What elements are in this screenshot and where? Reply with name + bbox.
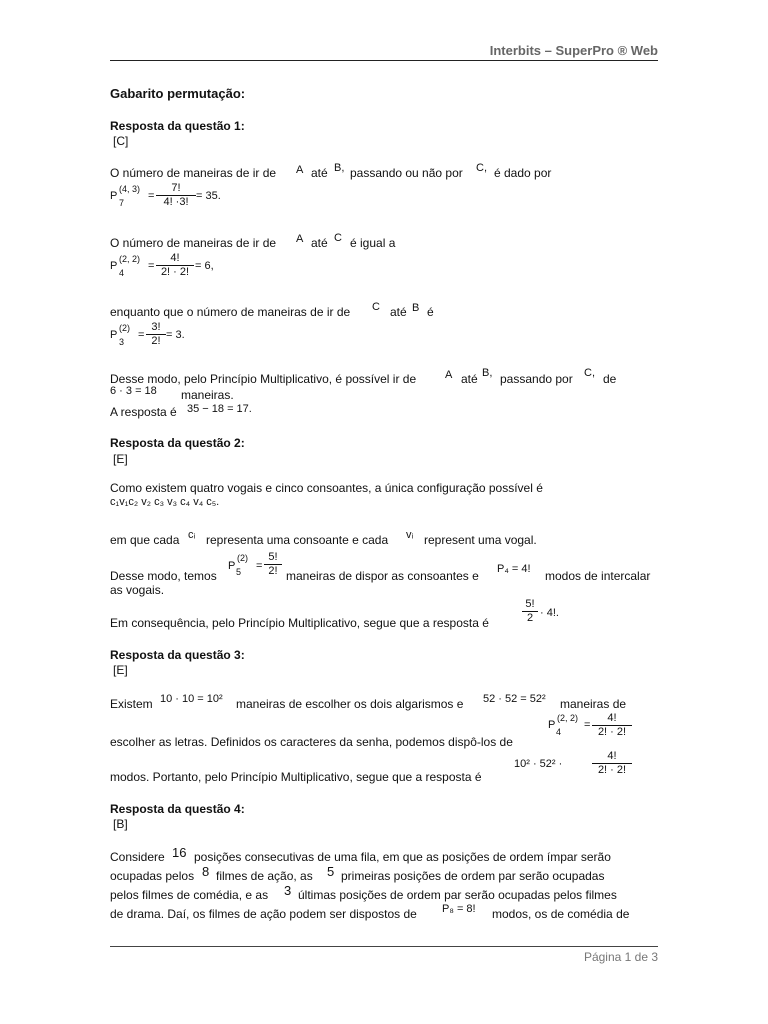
q1-f1-sup: (4, 3) — [119, 184, 141, 194]
q3-p-frac: $\frac{4!}{2! \cdot 2!}$ — [592, 712, 632, 739]
q4-n5: 5 — [327, 864, 335, 879]
q2-answer: [E] — [113, 452, 128, 466]
q2-text-5: Em consequência, pelo Princípio Multiplicativo, segue que a resposta é — [110, 616, 489, 630]
q1-f3-p: P — [110, 329, 118, 341]
q1-f2-frac: $\frac{4!}{2! \cdot 2!}$ — [156, 252, 194, 279]
doc-title: Gabarito permutação: — [110, 86, 246, 101]
q4-text-4: de drama. Daí, os filmes de ação podem ser dispostos de — [110, 907, 417, 921]
q4-text-2c: primeiras posições de ordem par serão ocupadas — [341, 869, 605, 883]
q1-text-5: maneiras. — [181, 388, 234, 402]
q3-text-3: modos. Portanto, pelo Princípio Multiplicativo, segue que a resposta é — [110, 770, 482, 784]
q2-text-1: Como existem quatro vogais e cinco consoantes, a única configuração possível é — [110, 481, 543, 495]
q1-ate: até — [311, 166, 328, 180]
q1-text-2: O número de maneiras de ir de — [110, 236, 277, 250]
q1-text-6: A resposta é — [110, 405, 177, 419]
q1-text-2b: é igual a — [350, 236, 396, 250]
q4-p8: P₈ = 8! — [442, 903, 476, 915]
q2-text-3b: maneiras de dispor as consoantes e — [286, 569, 479, 583]
q1-var-b4: B, — [482, 367, 493, 379]
q1-text-3: enquanto que o número de maneiras de ir de — [110, 305, 351, 319]
q1-f3-frac: $\frac{3!}{2!}$ — [146, 321, 166, 348]
q1-f3-sub: 3 — [119, 337, 125, 347]
q2-p5-sup: (2) — [237, 553, 248, 563]
q1-f2-sub: 4 — [119, 268, 125, 278]
q1-ate4: até — [461, 372, 478, 386]
q1-text-1: O número de maneiras de ir de — [110, 166, 277, 180]
q1-f2-p: P — [110, 260, 118, 272]
q1-ate2: até — [311, 236, 328, 250]
q3-p-sub: 4 — [556, 727, 562, 737]
q2-var-vi: vᵢ — [406, 529, 414, 541]
q4-text-1b: posições consecutivas de uma fila, em que as posições de ordem ímpar serão — [194, 850, 611, 864]
q1-f3-result: = 3. — [166, 329, 185, 341]
q3-answer: [E] — [113, 663, 128, 677]
q4-text-3b: últimas posições de ordem par serão ocupadas pelos filmes — [298, 888, 617, 902]
q1-f1-result: = 35. — [196, 190, 221, 202]
q1-text-3b: é — [427, 305, 434, 319]
q1-f1-frac: $\frac{7!}{4! \cdot 3!}$ — [156, 182, 196, 209]
q1-f1-p: P — [110, 190, 118, 202]
q2-text-2b: representa uma consoante e cada — [206, 533, 389, 547]
q1-answer-calc: 35 − 18 = 17. — [187, 403, 252, 415]
q1-var-a4: A — [445, 369, 453, 381]
q1-var-b3: B — [412, 302, 420, 314]
q1-calc-6x3: 6 · 3 = 18 — [110, 385, 157, 397]
q4-text-4b: modos, os de comédia de — [492, 907, 630, 921]
q1-f1-sub: 7 — [119, 198, 125, 208]
q3-calc-52: 52 · 52 = 52² — [483, 693, 546, 705]
q2-result-frac: $\frac{5!}{2}$ — [522, 598, 538, 625]
q1-var-c: C, — [476, 162, 487, 174]
q1-f2-result: = 6, — [195, 260, 214, 272]
q1-var-b: B, — [334, 162, 345, 174]
q3-heading: Resposta da questão 3: — [110, 648, 245, 662]
q4-n3: 3 — [284, 883, 292, 898]
q3-result-frac: $\frac{4!}{2! \cdot 2!}$ — [592, 750, 632, 777]
q4-text-3: pelos filmes de comédia, e as — [110, 888, 269, 902]
q1-var-c4: C, — [584, 367, 595, 379]
q3-calc-10: 10 · 10 = 10² — [160, 693, 223, 705]
q2-p4: P₄ = 4! — [497, 563, 531, 575]
header-rule — [110, 60, 658, 61]
q1-var-a2: A — [296, 233, 304, 245]
q3-text-2: escolher as letras. Definidos os caracteres da senha, podemos dispô-los de — [110, 735, 513, 749]
q3-text-1c: maneiras de — [560, 697, 627, 711]
q4-n16: 16 — [172, 845, 187, 860]
q1-text-1b: passando ou não por — [350, 166, 463, 180]
q1-answer: [C] — [113, 134, 129, 148]
q1-heading: Resposta da questão 1: — [110, 119, 245, 133]
page-number: Página 1 de 3 — [583, 950, 658, 964]
q2-text-3: Desse modo, temos — [110, 569, 217, 583]
q4-text-2: ocupadas pelos — [110, 869, 195, 883]
q1-ate3: até — [390, 305, 407, 319]
q2-var-ci: cᵢ — [188, 529, 196, 541]
q1-var-c2: C — [334, 232, 342, 244]
q2-text-3c: modos de intercalar — [545, 569, 651, 583]
q4-heading: Resposta da questão 4: — [110, 802, 245, 816]
q3-text-1: Existem — [110, 697, 153, 711]
q4-text-1: Considere — [110, 850, 165, 864]
q1-f2-sup: (2, 2) — [119, 254, 141, 264]
q4-text-2b: filmes de ação, as — [216, 869, 313, 883]
q2-text-2: em que cada — [110, 533, 180, 547]
q2-p5-sub: 5 — [236, 567, 242, 577]
q1-text-4b: passando por — [500, 372, 573, 386]
q4-n8: 8 — [202, 864, 210, 879]
q1-f3-sup: (2) — [119, 323, 130, 333]
q2-heading: Resposta da questão 2: — [110, 436, 245, 450]
q3-result-pre: 10² · 52² · — [514, 758, 563, 770]
footer-rule — [110, 946, 658, 947]
q2-p5-frac: $\frac{5!}{2!}$ — [264, 551, 282, 578]
q1-text-4c: de — [603, 372, 617, 386]
q4-answer: [B] — [113, 817, 128, 831]
q2-sequence: c₁v₁c₂ v₂ c₃ v₃ c₄ v₄ c₅. — [110, 496, 220, 508]
q3-p-sup: (2, 2) — [557, 713, 579, 723]
q2-text-4: as vogais. — [110, 583, 165, 597]
q3-text-1b: maneiras de escolher os dois algarismos e — [236, 697, 464, 711]
q1-text-4: Desse modo, pelo Princípio Multiplicativo, é possível ir de — [110, 372, 417, 386]
q1-var-c3: C — [372, 301, 380, 313]
q2-result-tail: · 4!. — [540, 607, 559, 619]
header-title: Interbits – SuperPro ® Web — [489, 43, 658, 58]
q2-text-2c: represent uma vogal. — [424, 533, 537, 547]
q1-text-1c: é dado por — [494, 166, 552, 180]
q1-var-a: A — [296, 164, 304, 176]
